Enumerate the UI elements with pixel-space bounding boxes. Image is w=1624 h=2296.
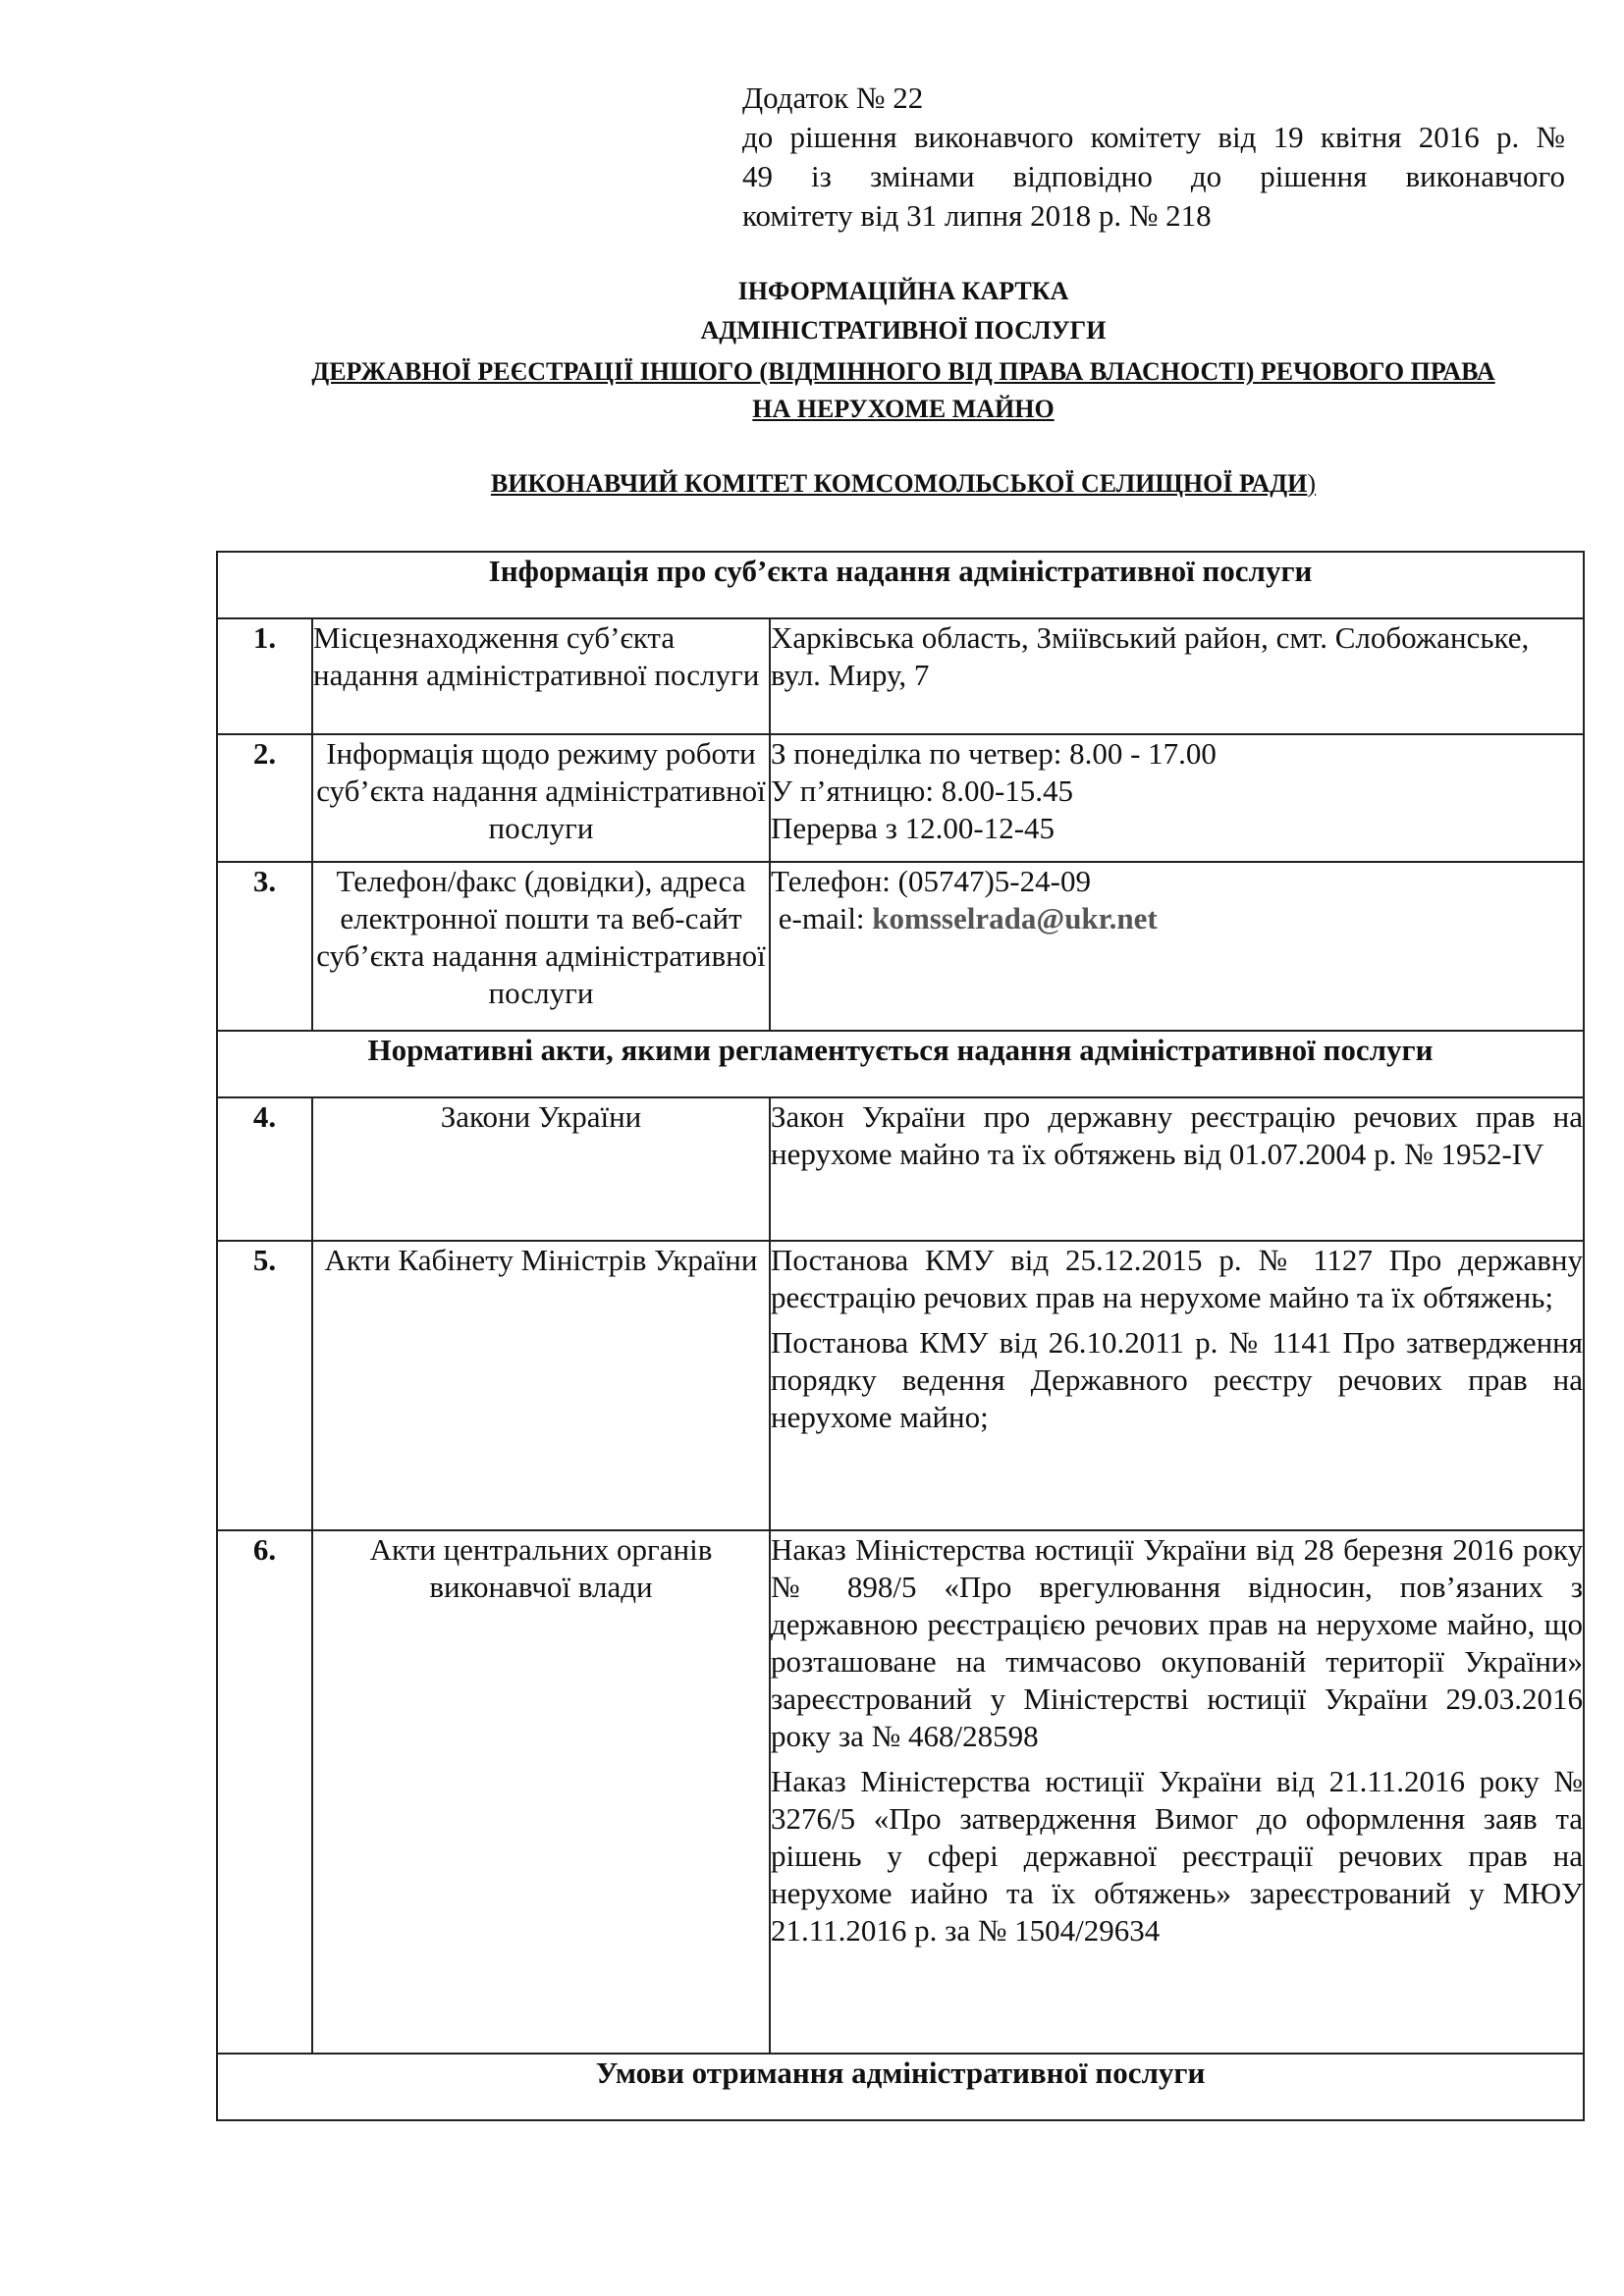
row-label: Телефон/факс (довідки), адреса електронної пошти та веб-сайт суб’єкта надання адміністративної послуги <box>312 862 770 1031</box>
section-conditions: Умови отримання адміністративної послуги <box>217 2054 1584 2120</box>
table-row <box>217 862 1584 1031</box>
address-text: Харківська область, Зміївський район, смт. Слобожанське, вул. Миру, 7 <box>771 620 1530 692</box>
email-prefix: e-mail: <box>771 901 873 935</box>
ministry-order-1: Наказ Міністерства юстиції України від 28 березня 2016 року № 898/5 «Про врегулювання відносин, пов’язаних з державною реєстрацією речових прав на нерухоме майно, що розташоване на тимчасово окупованій території України» зареєстрований у Міністерстві юстиції України 29.03.2016 року за № 468/28598 <box>771 1532 1584 1753</box>
table-row <box>217 1530 1584 2054</box>
row-value <box>770 1241 1584 1530</box>
ministry-order-2: Наказ Міністерства юстиції України від 21.11.2016 року № 3276/5 «Про затвердження Вимог до оформлення заяв та рішень у сфері державної реєстрації речових прав на нерухоме иайно та їх обтяжень» зареєстрований у МЮУ 21.11.2016 р. за № 1504/29634 <box>771 1764 1584 1948</box>
row-label: Акти Кабінету Міністрів України <box>312 1241 770 1530</box>
table-row <box>217 1097 1584 1241</box>
phone-text: Телефон: (05747)5-24-09 <box>771 864 1091 898</box>
row-number: 5. <box>217 1241 312 1530</box>
row-label: Закони України <box>312 1097 770 1241</box>
email-link[interactable]: komsselrada@ukr.net <box>872 901 1158 935</box>
info-card-table <box>216 551 1585 2121</box>
service-name-line-1: ДЕРЖАВНОЇ РЕЄСТРАЦІЇ ІНШОГО (ВІДМІННОГО ВІД ПРАВА ВЛАСНОСТІ) РЕЧОВОГО ПРАВА <box>311 357 1495 386</box>
row-number: 6. <box>217 1530 312 2054</box>
row-value <box>770 618 1584 734</box>
law-text: Закон України про державну реєстрацію речових прав на нерухоме майно та їх обтяжень від 01.07.2004 р. № 1952-IV <box>771 1099 1584 1171</box>
section-row <box>217 552 1584 618</box>
card-title: ІНФОРМАЦІЙНА КАРТКА <box>737 277 1069 305</box>
row-label: Місцезнаходження суб’єкта надання адміністративної послуги <box>312 618 770 734</box>
row-number: 3. <box>217 862 312 1031</box>
schedule-break: Перерва з 12.00-12-45 <box>771 811 1056 845</box>
annex-amendment-line: 49 із змінами відповідно до рішення виконавчого <box>742 159 1565 193</box>
service-name-line-2: НА НЕРУХОМЕ МАЙНО <box>752 395 1055 423</box>
table-row <box>217 618 1584 734</box>
schedule-friday: У п’ятницю: 8.00-15.45 <box>771 774 1074 808</box>
email-line <box>771 900 1583 937</box>
table-row <box>217 1241 1584 1530</box>
section-row <box>217 1031 1584 1097</box>
annex-number: Додаток № 22 <box>742 80 924 115</box>
cabinet-act-2: Постанова КМУ від 26.10.2011 р. № 1141 Про затвердження порядку ведення Державного реєстру речових прав на нерухоме майно; <box>771 1325 1584 1434</box>
annex-reference <box>742 79 1565 236</box>
row-value <box>770 862 1584 1031</box>
row-number: 2. <box>217 734 312 862</box>
row-label: Інформація щодо режиму роботи суб’єкта надання адміністративної послуги <box>312 734 770 862</box>
annex-amendment-date-line: комітету від 31 липня 2018 р. № 218 <box>742 198 1212 233</box>
card-subtitle: АДМІНІСТРАТИВНОЇ ПОСЛУГИ <box>700 316 1107 345</box>
schedule-weekdays: З понеділка по четвер: 8.00 - 17.00 <box>771 736 1217 771</box>
row-number: 4. <box>217 1097 312 1241</box>
authority-name <box>216 465 1591 503</box>
row-value <box>770 1530 1584 2054</box>
section-row <box>217 2054 1584 2120</box>
section-regulations: Нормативні акти, якими регламентується надання адміністративної послуги <box>217 1031 1584 1097</box>
authority-name-text: ВИКОНАВЧИЙ КОМІТЕТ КОМСОМОЛЬСЬКОЇ СЕЛИЩНОЇ РАДИ <box>490 469 1308 498</box>
row-number: 1. <box>217 618 312 734</box>
annex-decision-line: до рішення виконавчого комітету від 19 квітня 2016 р. № <box>742 120 1565 154</box>
authority-paren: ) <box>1307 469 1317 498</box>
cabinet-act-1: Постанова КМУ від 25.12.2015 р. № 1127 Про державну реєстрацію речових прав на нерухоме майно та їх обтяжень; <box>771 1243 1584 1314</box>
section-subject-info: Інформація про суб’єкта надання адміністративної послуги <box>217 552 1584 618</box>
row-label: Акти центральних органів виконавчої влади <box>312 1530 770 2054</box>
row-value <box>770 734 1584 862</box>
table-row <box>217 734 1584 862</box>
row-value <box>770 1097 1584 1241</box>
